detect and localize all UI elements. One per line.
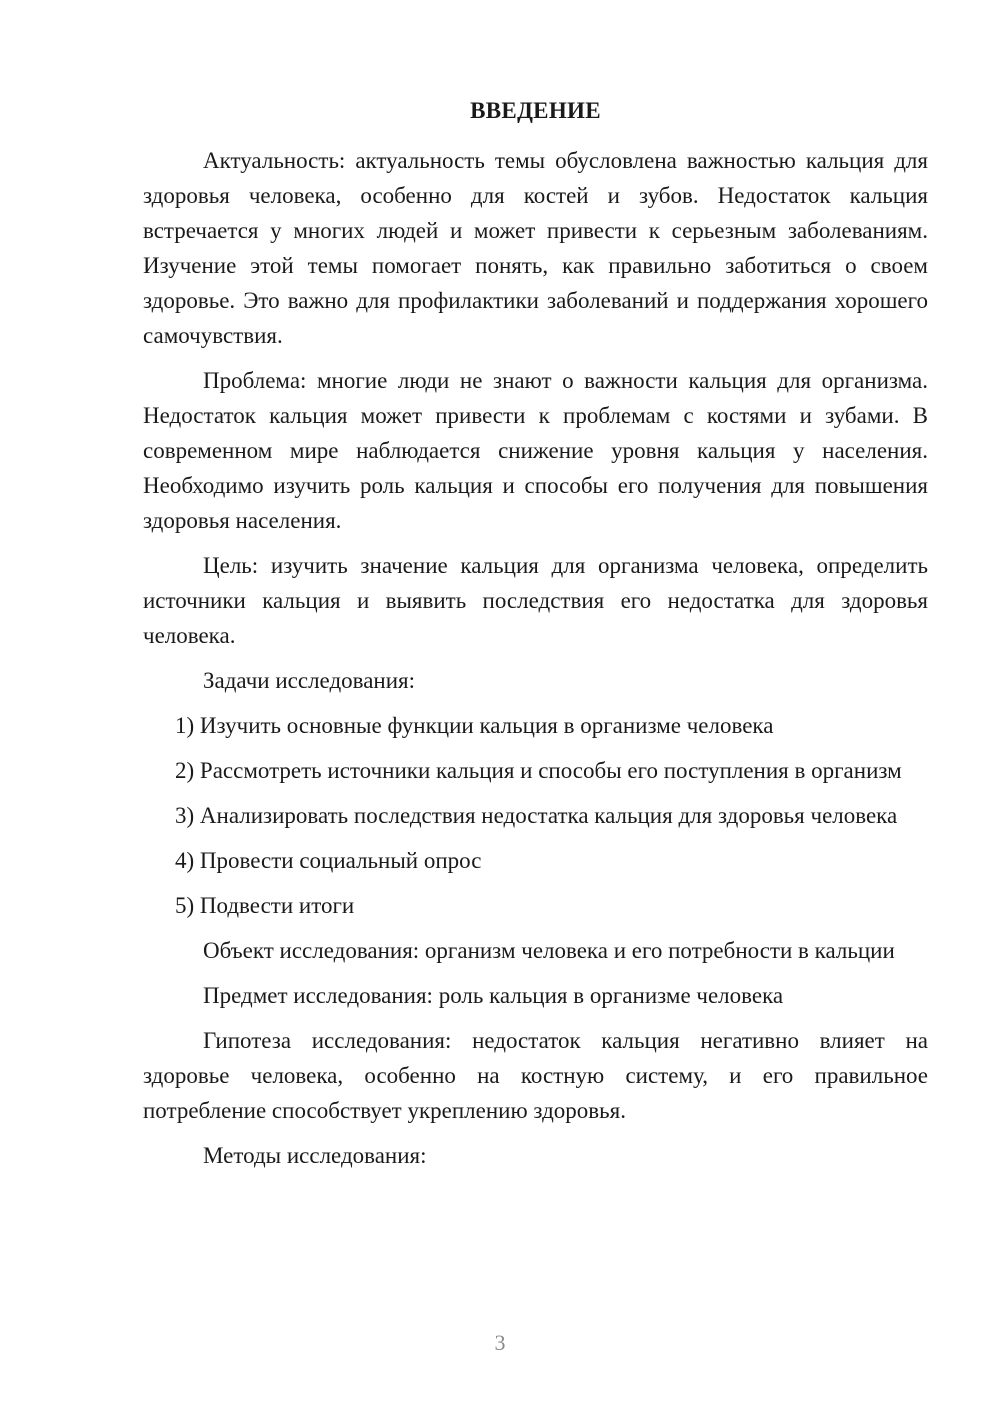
goal-paragraph: Цель: изучить значение кальция для организма человека, определить источники кальция и выявить последствия его недостатка для здоровья человека. xyxy=(143,553,928,648)
methods-paragraph: Методы исследования: xyxy=(203,1143,427,1168)
object-paragraph: Объект исследования: организм человека и его потребности в кальции xyxy=(203,938,895,963)
hypothesis-paragraph: Гипотеза исследования: недостаток кальция негативно влияет на здоровье человека, особенно на костную систему, и его правильное потребление способствует укреплению здоровья. xyxy=(143,1028,928,1123)
page-number: 3 xyxy=(494,1330,506,1355)
tasks-intro: Задачи исследования: xyxy=(203,668,416,693)
document-page xyxy=(143,93,928,1183)
task-item-1: 1) Изучить основные функции кальция в организме человека xyxy=(175,713,774,738)
problem-paragraph: Проблема: многие люди не знают о важности кальция для организма. Недостаток кальция может привести к проблемам с костями и зубами. В современном мире наблюдается снижение уровня кальция у населения. Необходимо изучить роль кальция и способы его получения для повышения здоровья населения. xyxy=(143,368,928,533)
subject-paragraph: Предмет исследования: роль кальция в организме человека xyxy=(203,983,784,1008)
task-item-3: 3) Анализировать последствия недостатка кальция для здоровья человека xyxy=(175,803,898,828)
task-item-4: 4) Провести социальный опрос xyxy=(175,848,482,873)
task-item-2: 2) Рассмотреть источники кальция и способы его поступления в организм xyxy=(175,758,902,783)
relevance-paragraph: Актуальность: актуальность темы обусловлена важностью кальция для здоровья человека, особенно для костей и зубов. Недостаток кальция встречается у многих людей и может привести к серьезным заболеваниям. Изучение этой темы помогает понять, как правильно заботиться о своем здоровье. Это важно для профилактики заболеваний и поддержания хорошего самочувствия. xyxy=(143,148,928,348)
section-heading: ВВЕДЕНИЕ xyxy=(470,98,601,123)
task-item-5: 5) Подвести итоги xyxy=(175,893,355,918)
